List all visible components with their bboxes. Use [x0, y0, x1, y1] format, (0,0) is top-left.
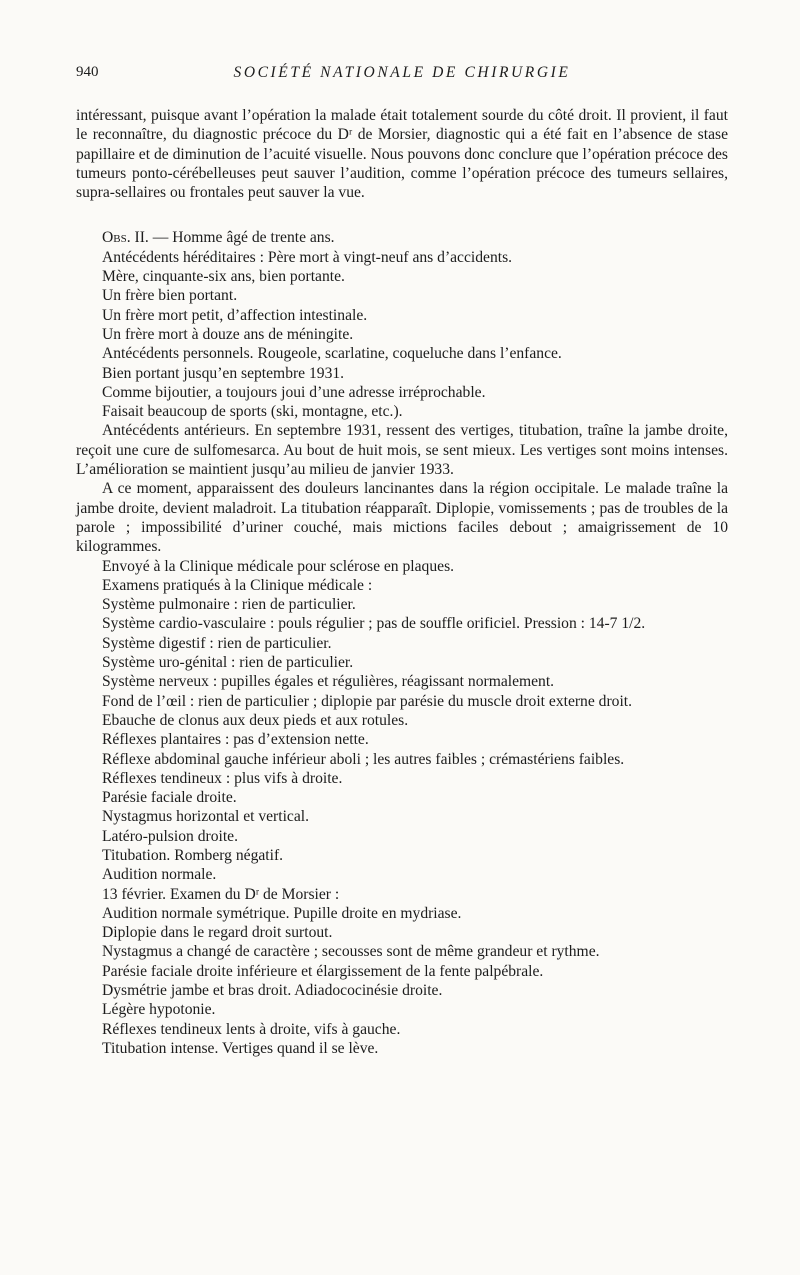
observation-line: Parésie faciale droite inférieure et élargissement de la fente palpébrale.	[102, 962, 544, 980]
observation-line: 13 février. Examen du Dʳ de Morsier :	[102, 885, 340, 903]
observation-line: Parésie faciale droite.	[102, 789, 237, 807]
page-header	[76, 64, 728, 86]
observation-line: Diplopie dans le regard droit surtout.	[102, 924, 333, 942]
section-gap	[76, 202, 728, 228]
article-body	[76, 106, 728, 1058]
observation-lines	[76, 248, 728, 1058]
observation-line: Audition normale.	[102, 866, 217, 884]
observation-line: Un frère mort à douze ans de méningite.	[102, 325, 354, 343]
observation-line: Réflexes plantaires : pas d’extension nette.	[102, 731, 369, 749]
intro-paragraph: intéressant, puisque avant l’opération la malade était totalement sourde du côté droit. Il provient, il faut le reconnaître, du diagnostic précoce du Dʳ de Morsier, diagnostic qui a été fait en l’absence de stase papillaire et de diminution de l’acuité visuelle. Nous pouvons donc conclure que l’opération précoce des tumeurs ponto-cérébelleuses peut sauver l’audition, comme l’opération précoce des tumeurs sellaires, supra-sellaires ou frontales peut sauver la vue.	[76, 107, 728, 202]
observation-label: Obs. II.	[102, 229, 149, 247]
observation-line: Envoyé à la Clinique médicale pour sclérose en plaques.	[102, 557, 455, 575]
observation-line: Système digestif : rien de particulier.	[102, 634, 332, 652]
observation-line: Antécédents héréditaires : Père mort à vingt-neuf ans d’accidents.	[102, 248, 513, 266]
observation-line: Mère, cinquante-six ans, bien portante.	[102, 268, 345, 286]
running-title: SOCIÉTÉ NATIONALE DE CHIRURGIE	[233, 64, 571, 81]
observation-line: Dysmétrie jambe et bras droit. Adiadococinésie droite.	[102, 982, 443, 1000]
observation-line: Système uro-génital : rien de particulier.	[102, 654, 354, 672]
observation-line: Comme bijoutier, a toujours joui d’une adresse irréprochable.	[102, 383, 486, 401]
observation-line: Examens pratiqués à la Clinique médicale :	[102, 576, 373, 594]
observation-line: Latéro-pulsion droite.	[102, 827, 238, 845]
observation-paragraph: Système cardio-vasculaire : pouls régulier ; pas de souffle orificiel. Pression : 14-7 1/2.	[102, 615, 646, 633]
observation-paragraph: Fond de l’œil : rien de particulier ; diplopie par parésie du muscle droit externe droit.	[102, 692, 633, 710]
observation-paragraph: Nystagmus a changé de caractère ; secousses sont de même grandeur et rythme.	[102, 943, 600, 961]
observation-line: Réflexes tendineux lents à droite, vifs à gauche.	[102, 1020, 401, 1038]
observation-paragraph: Antécédents antérieurs. En septembre 1931, ressent des vertiges, titubation, traîne la jambe droite, reçoit une cure de sulfomesarca. Au bout de huit mois, se sent mieux. Les vertiges sont moins intenses. L’amélioration se maintient jusqu’au milieu de janvier 1933.	[76, 422, 728, 479]
observation-line: Nystagmus horizontal et vertical.	[102, 808, 309, 826]
observation-line: Titubation intense. Vertiges quand il se lève.	[102, 1039, 379, 1057]
observation-line: Réflexes tendineux : plus vifs à droite.	[102, 769, 343, 787]
observation-heading	[76, 228, 728, 247]
observation-line: Bien portant jusqu’en septembre 1931.	[102, 364, 345, 382]
observation-line: Un frère bien portant.	[102, 287, 238, 305]
observation-line: Système pulmonaire : rien de particulier.	[102, 596, 356, 614]
observation-line: Antécédents personnels. Rougeole, scarlatine, coqueluche dans l’enfance.	[102, 345, 562, 363]
page-number: 940	[76, 64, 99, 80]
observation-line: Système nerveux : pupilles égales et régulières, réagissant normalement.	[102, 673, 555, 691]
observation-title: — Homme âgé de trente ans.	[148, 229, 335, 247]
observation-paragraph: Réflexe abdominal gauche inférieur aboli ; les autres faibles ; crémastériens faibles.	[102, 750, 625, 768]
observation-line: Faisait beaucoup de sports (ski, montagne, etc.).	[102, 403, 403, 421]
observation-line: Un frère mort petit, d’affection intestinale.	[102, 306, 368, 324]
observation-line: Titubation. Romberg négatif.	[102, 846, 284, 864]
observation-line: Légère hypotonie.	[102, 1001, 216, 1019]
observation-line: Ebauche de clonus aux deux pieds et aux rotules.	[102, 711, 409, 729]
observation-paragraph: A ce moment, apparaissent des douleurs lancinantes dans la région occipitale. Le malade traîne la jambe droite, devient maladroit. La titubation réapparaît. Diplopie, vomissements ; pas de troubles de la parole ; impossibilité d’uriner couché, mais mictions faciles debout ; amaigrissement de 10 kilogrammes.	[76, 480, 728, 556]
observation-line: Audition normale symétrique. Pupille droite en mydriase.	[102, 904, 462, 922]
